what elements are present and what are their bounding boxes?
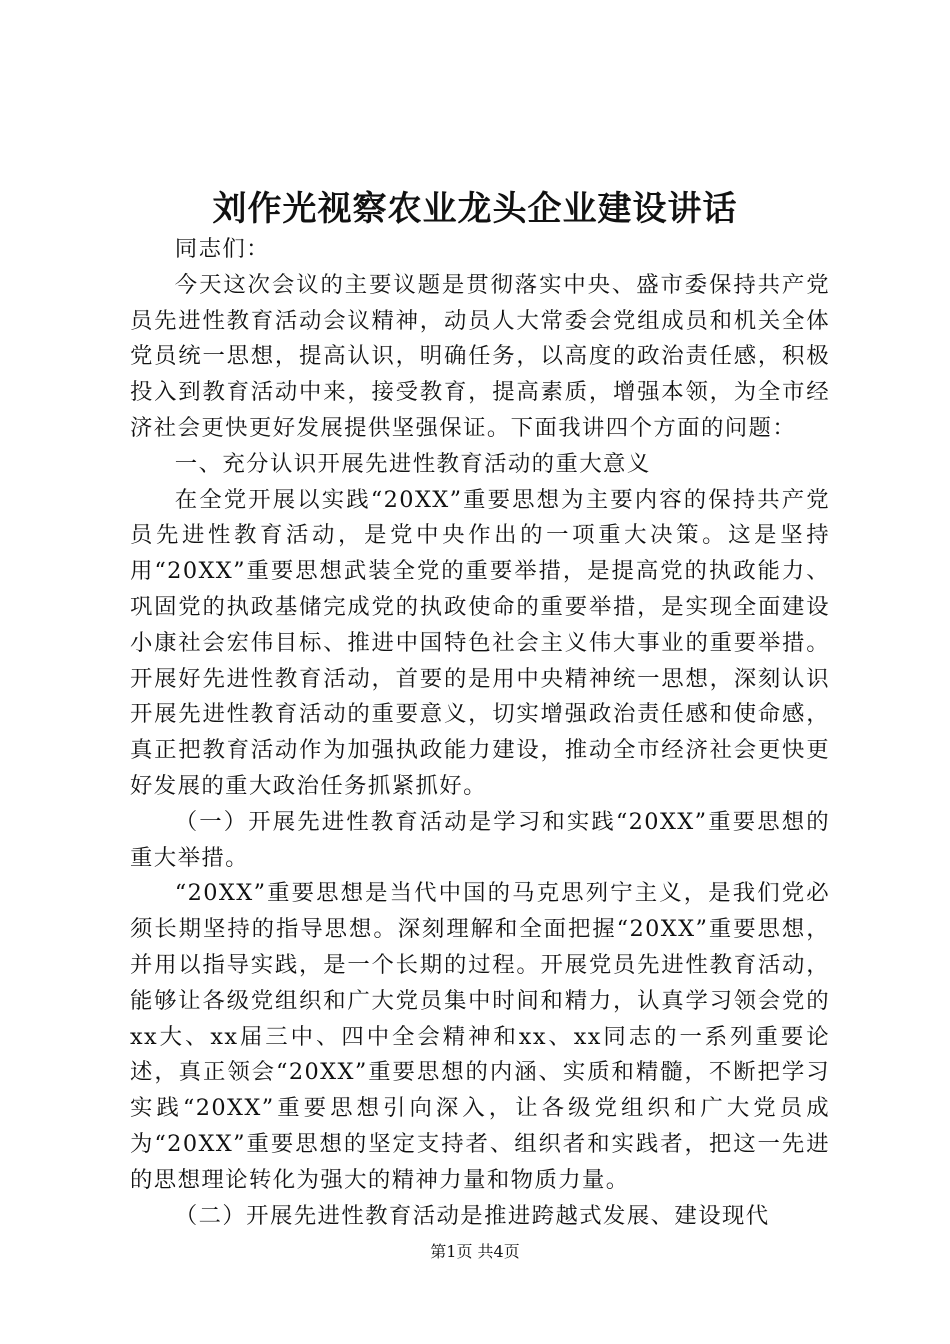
subsection-heading-2: （二）开展先进性教育活动是推进跨越式发展、建设现代	[174, 1202, 770, 1229]
subsection-heading-1: （一）开展先进性教育活动是学习和实践“20XX”重要思想的重大举措。	[130, 808, 830, 871]
document-body	[130, 232, 830, 1234]
document-title: 刘作光视察农业龙头企业建设讲话	[212, 189, 738, 229]
section-heading-1: 一、充分认识开展先进性教育活动的重大意义	[174, 450, 651, 477]
paragraph-section-1: 在全党开展以实践“20XX”重要思想为主要内容的保持共产党员先进性教育活动，是党中央作出的一项重大决策。这是坚持用“20XX”重要思想武装全党的重要举措，是提高党的执政能力、巩固党的执政基储完成党的执政使命的重要举措，是实现全面建设小康社会宏伟目标、推进中国特色社会主义伟大事业的重要举措。开展好先进性教育活动，首要的是用中央精神统一思想，深刻认识开展先进性教育活动的重要意义，切实增强政治责任感和使命感，真正把教育活动作为加强执政能力建设，推动全市经济社会更快更好发展的重大政治任务抓紧抓好。	[130, 486, 830, 799]
paragraph-subsection-1: “20XX”重要思想是当代中国的马克思列宁主义，是我们党必须长期坚持的指导思想。深刻理解和全面把握“20XX”重要思想，并用以指导实践，是一个长期的过程。开展党员先进性教育活动，能够让各级党组织和广大党员集中时间和精力，认真学习领会党的xx大、xx届三中、四中全会精神和xx、xx同志的一系列重要论述，真正领会“20XX”重要思想的内涵、实质和精髓，不断把学习实践“20XX”重要思想引向深入，让各级党组织和广大党员成为“20XX”重要思想的坚定支持者、组织者和实践者，把这一先进的思想理论转化为强大的精神力量和物质力量。	[130, 880, 830, 1193]
paragraph-intro: 今天这次会议的主要议题是贯彻落实中央、盛市委保持共产党员先进性教育活动会议精神，动员人大常委会党组成员和机关全体党员统一思想，提高认识，明确任务，以高度的政治责任感，积极投入到教育活动中来，接受教育，提高素质，增强本领，为全市经济社会更快更好发展提供坚强保证。下面我讲四个方面的问题：	[130, 271, 830, 441]
page-number: 第1页 共4页	[430, 1242, 520, 1261]
salutation: 同志们：	[174, 236, 270, 262]
